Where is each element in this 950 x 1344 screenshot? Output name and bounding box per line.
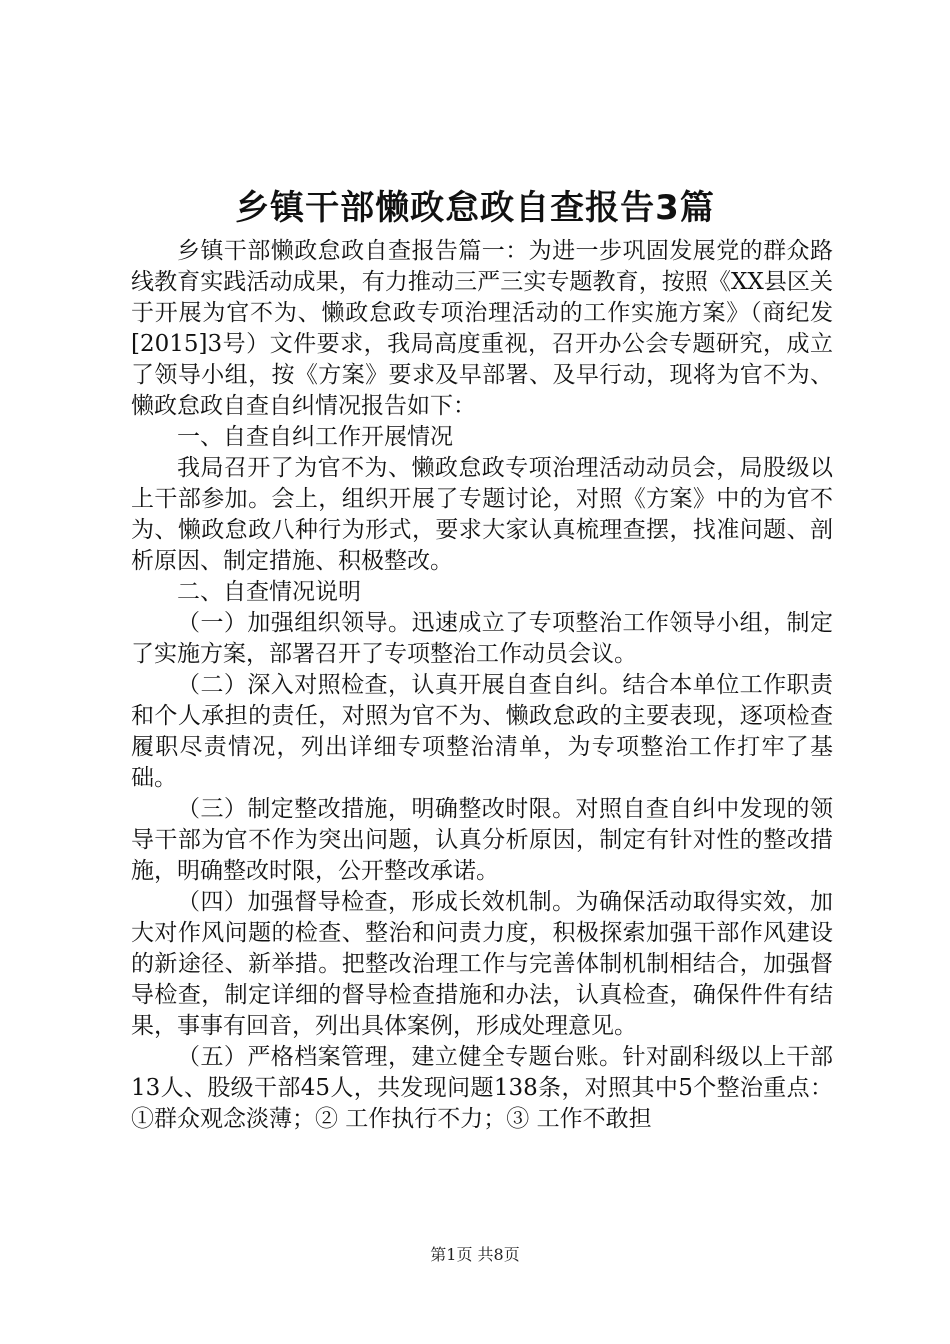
paragraph-intro: 乡镇干部懒政怠政自查报告篇一：为进一步巩固发展党的群众路线教育实践活动成果，有力推动三严三实专题教育，按照《XX县区关于开展为官不为、懒政怠政专项治理活动的工作实施方案》（商纪发[2015]3号）文件要求，我局高度重视，召开办公会专题研究，成立了领导小组，按《方案》要求及早部署、及早行动，现将为官不为、懒政怠政自查自纠情况报告如下：: [131, 238, 833, 419]
section-heading-1: 一、自查自纠工作开展情况: [177, 424, 453, 450]
paragraph-item-2: （二）深入对照检查，认真开展自查自纠。结合本单位工作职责和个人承担的责任，对照为官不为、懒政怠政的主要表现，逐项检查履职尽责情况，列出详细专项整治清单，为专项整治工作打牢了基础。: [131, 672, 833, 791]
page-footer: 第1页 共8页: [430, 1245, 520, 1264]
section-heading-2: 二、自查情况说明: [177, 579, 361, 605]
paragraph-item-3: （三）制定整改措施，明确整改时限。对照自查自纠中发现的领导干部为官不作为突出问题，认真分析原因，制定有针对性的整改措施，明确整改时限，公开整改承诺。: [131, 796, 833, 884]
document-title: 乡镇干部懒政怠政自查报告3篇: [235, 188, 715, 228]
paragraph-item-1: （一）加强组织领导。迅速成立了专项整治工作领导小组，制定了实施方案，部署召开了专项整治工作动员会议。: [131, 610, 833, 667]
paragraph-item-5: （五）严格档案管理，建立健全专题台账。针对副科级以上干部13人、股级干部45人，共发现问题138条，对照其中5个整治重点：①群众观念淡薄；② 工作执行不力；③ 工作不敢担: [131, 1044, 833, 1132]
paragraph-item-4: （四）加强督导检查，形成长效机制。为确保活动取得实效，加大对作风问题的检查、整治和问责力度，积极探索加强干部作风建设的新途径、新举措。把整改治理工作与完善体制机制相结合，加强督导检查，制定详细的督导检查措施和办法，认真检查，确保件件有结果，事事有回音，列出具体案例，形成处理意见。: [131, 889, 833, 1039]
document-body: [131, 236, 833, 1135]
paragraph-section-1: 我局召开了为官不为、懒政怠政专项治理活动动员会，局股级以上干部参加。会上，组织开展了专题讨论，对照《方案》中的为官不为、懒政怠政八种行为形式，要求大家认真梳理查摆，找准问题、剖析原因、制定措施、积极整改。: [131, 455, 833, 574]
